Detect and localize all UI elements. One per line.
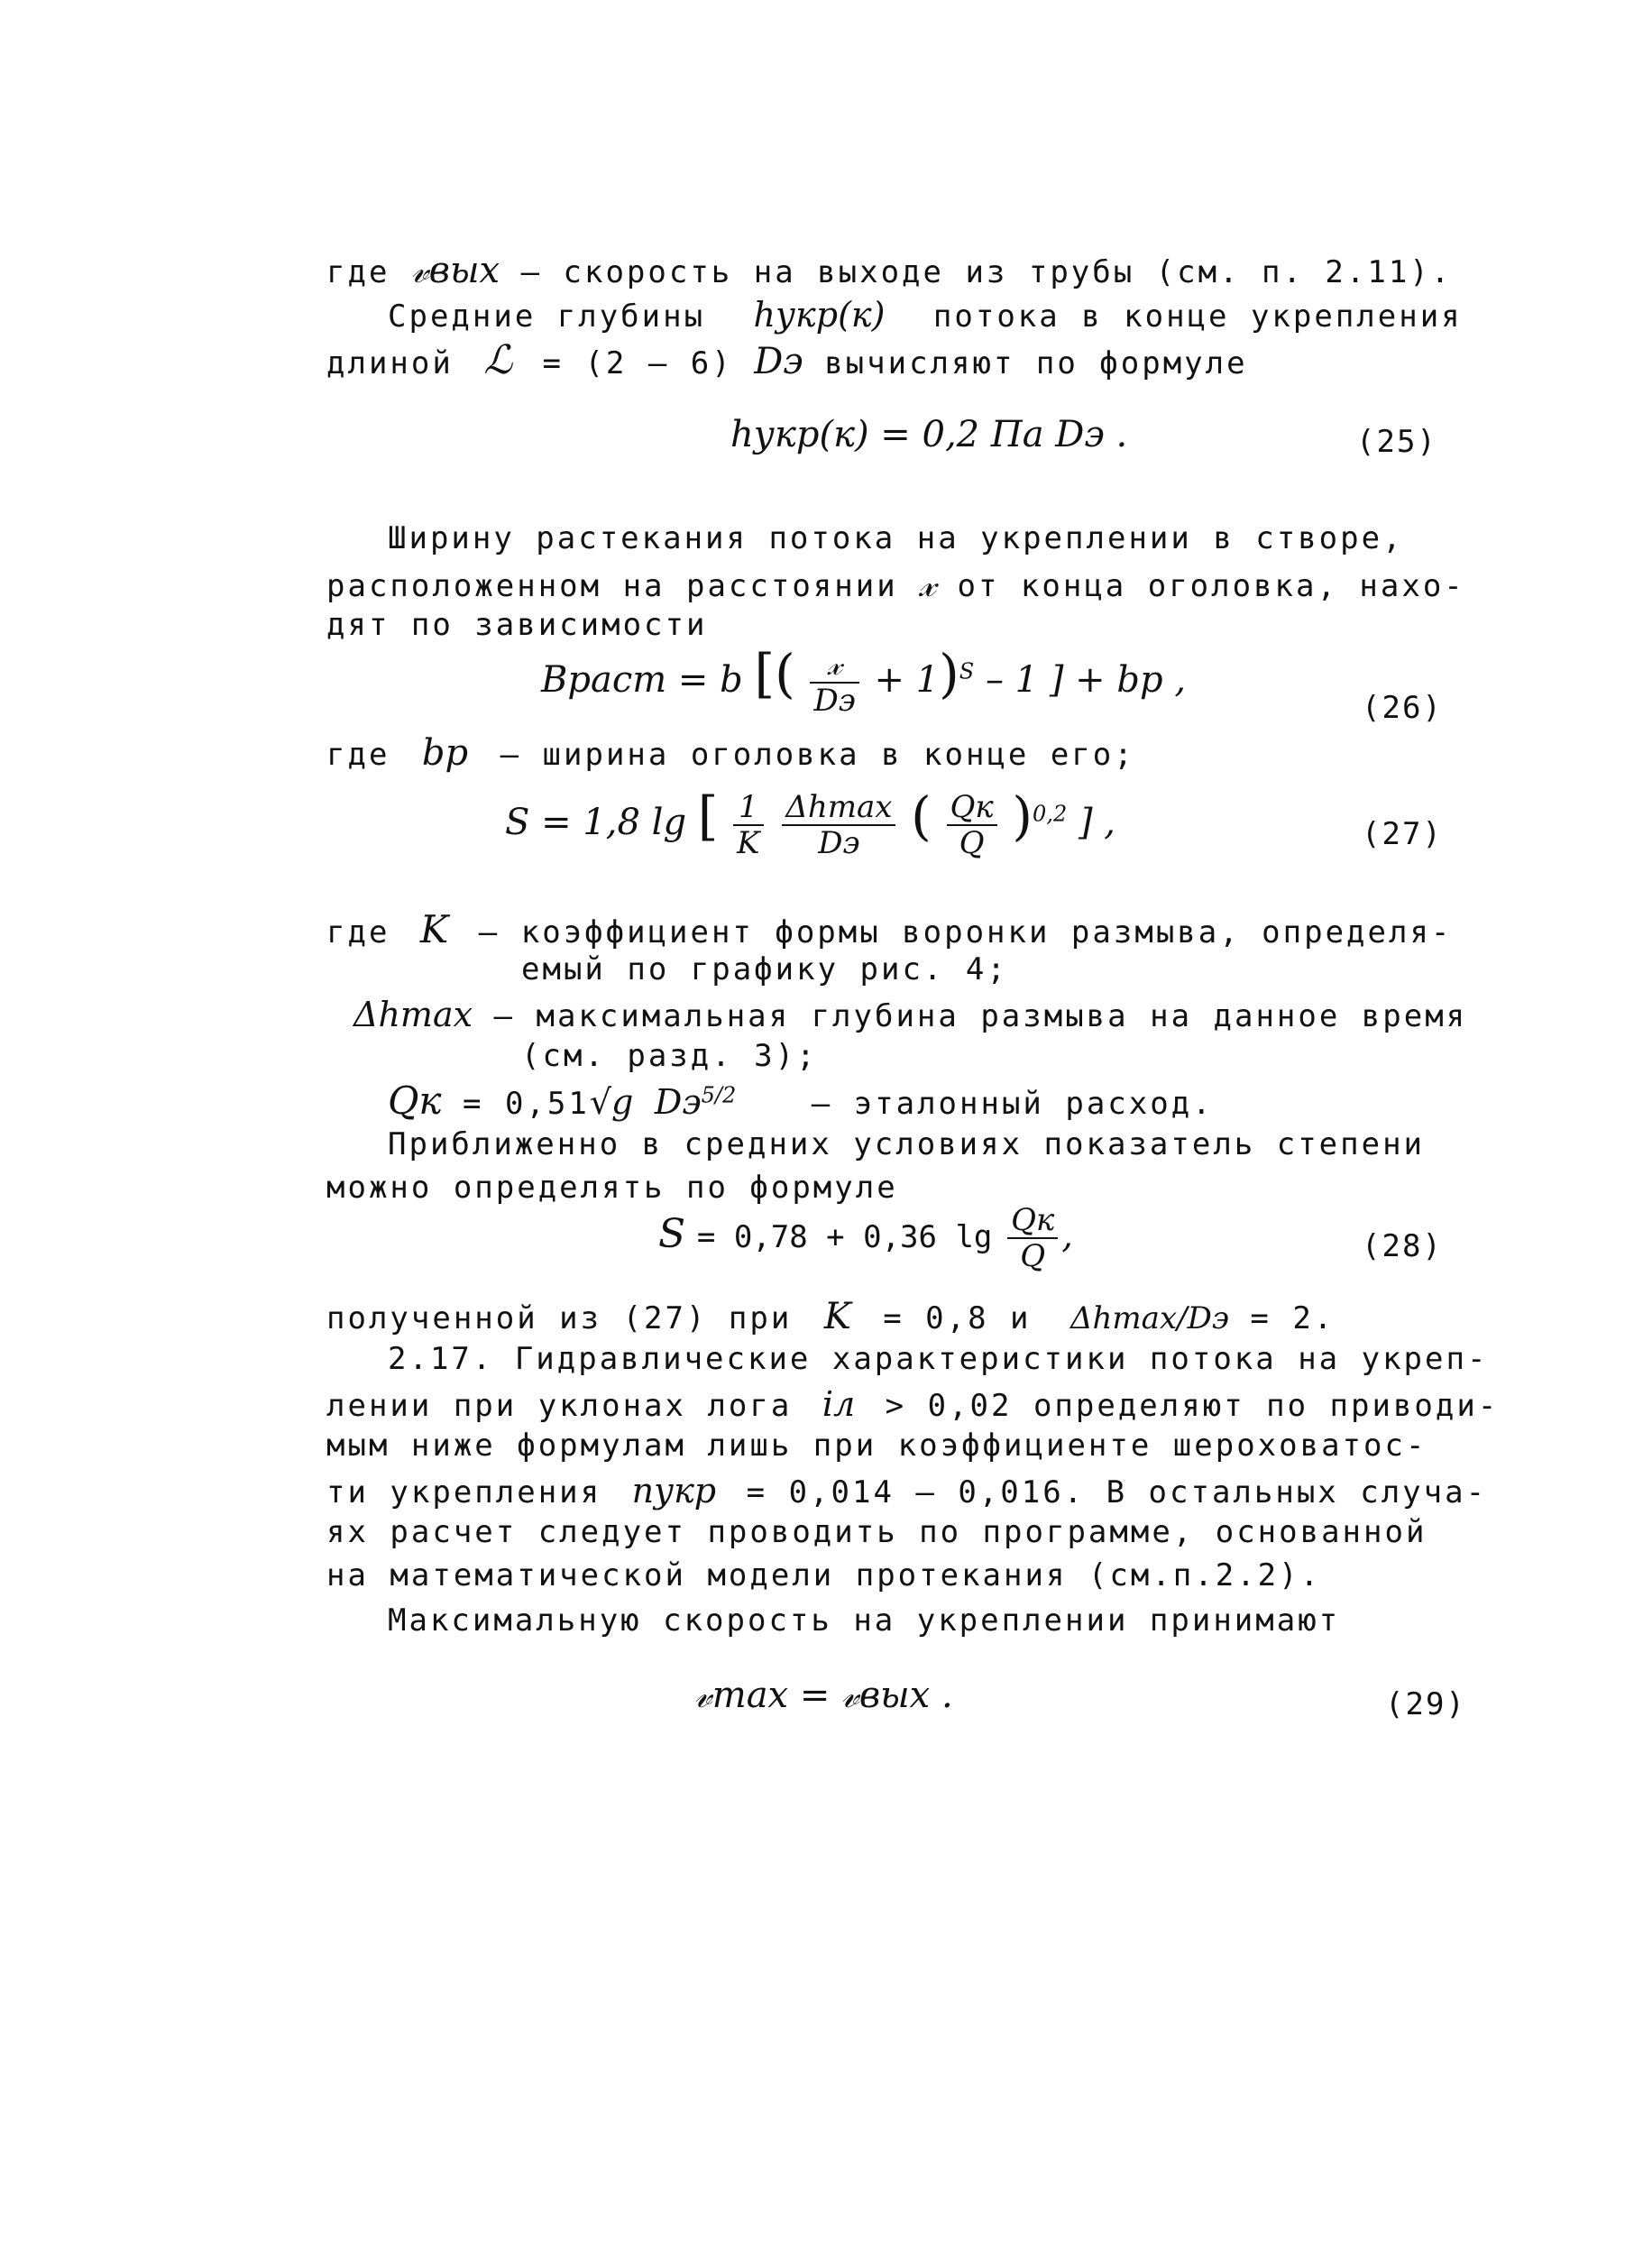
text: дят по зависимости [326,607,708,643]
eq-tail: – 1 ] + bр , [985,659,1187,701]
text-line [521,1038,818,1074]
symbol-x: 𝓍 [919,564,937,605]
symbol-v-out: 𝓋вых [410,250,500,291]
text-line [388,1079,1214,1123]
symbol-D: Dэ [654,1082,702,1122]
text: – максимальная глубина размыва на данное время [493,998,1468,1034]
exponent: S [959,658,975,684]
text: – эталонный расход. [811,1086,1214,1122]
denominator: K [737,825,760,861]
denominator: Dэ [818,825,860,861]
symbol-L: ℒ [483,337,513,383]
text: Приближенно в средних условиях показатель степени [388,1126,1426,1162]
text-line [388,1602,1341,1639]
symbol-il: iл [822,1384,856,1424]
equation-number: (28) [1362,1228,1443,1264]
text-line [326,564,1465,605]
text-line [521,951,1008,987]
equation-29 [694,1675,953,1716]
text: где [326,254,390,290]
text-line [326,1514,1427,1550]
numerator: Δhmax [782,792,895,826]
symbol-K: K [419,907,449,951]
symbol-h: hукр(к) [753,295,886,335]
numerator: Qк [1007,1205,1058,1239]
denominator: Q [1020,1238,1046,1274]
symbol-Qk: Qк [388,1079,442,1123]
exponent: 5/2 [701,1082,737,1108]
text: = 0,014 – 0,016. В остальных случа- [746,1474,1488,1510]
text-line [326,1428,1427,1464]
text-line-3 [326,337,1248,383]
text: Ширину растекания потока на укреплении в створе, [388,520,1404,556]
text: – скорость на выходе из трубы (см. п. 2.11). [520,254,1453,290]
text: можно определять по формуле [326,1170,898,1206]
text-line [388,520,1404,556]
eq-lhs: 𝓋max [694,1675,789,1716]
fraction [782,789,895,861]
equation-number: (27) [1362,816,1443,852]
equation-number: (25) [1356,424,1437,460]
text: расположенном на расстоянии [326,568,898,604]
text-line: полученной из (27) при K = 0,8 и Δhmax/Dэ = 2. [326,1296,1336,1337]
text: вычисляют по формуле [824,345,1248,381]
text: длиной [326,345,454,381]
eq-lhs: S [658,1211,686,1257]
text: 2.17. Гидравлические характеристики потока на укреп- [388,1341,1489,1377]
eq-lhs: Bраст = b [541,659,743,701]
text-line [326,732,1135,774]
exponent: 0,2 [1033,801,1068,827]
ratio-num: Δhmax [1069,1300,1178,1336]
text-line [326,907,1453,951]
text: на математической модели протекания (см.п.2.2). [326,1557,1322,1593]
symbol-n: nукр [631,1471,717,1510]
text: где [326,737,390,773]
text: – ширина оголовка в конце его; [500,737,1135,773]
eq-lhs: hукр(к) [730,414,869,455]
text: лении при уклонах лога [326,1388,793,1424]
text-line [326,1384,1500,1424]
text-line [326,607,708,643]
fraction [947,789,997,861]
ratio-den: Dэ [1187,1300,1229,1336]
eq-rhs: = 𝓋вых . [799,1675,953,1716]
text: – коэффициент формы воронки размыва, определя- [478,914,1453,950]
symbol-K: K [823,1296,851,1337]
eq-tail: ] , [1078,802,1115,843]
text-line [353,997,1467,1032]
denominator: Q [959,825,985,861]
text: = 2. [1250,1300,1336,1336]
text: > 0,02 определяют по приводи- [885,1388,1500,1424]
fraction [733,789,763,861]
text-line [326,1471,1488,1510]
eq-part: + 1 [874,659,940,701]
equation-number: (29) [1385,1686,1466,1722]
eq-rhs: = 0,78 + 0,36 lg [696,1219,993,1255]
text: = 0,8 и [883,1300,1032,1336]
text-line-2 [388,295,1463,335]
text: полученной из (27) при [326,1300,793,1336]
text: ях расчет следует проводить по программе, основанной [326,1514,1427,1550]
text: потока в конце укрепления [932,298,1463,335]
fraction [810,647,858,719]
text: = 0,51 [463,1086,590,1122]
text: мым ниже формулам лишь при коэффициенте шероховатос- [326,1428,1427,1464]
text-line [388,1126,1426,1162]
text: (см. разд. 3); [521,1038,818,1074]
text-line-1 [326,250,1453,291]
text: от конца оголовка, нахо- [957,568,1465,604]
equation-25 [730,414,1128,455]
equation-26: Bраст = b [( $\frac{\text{𝓍}}{Dэ}$ + 1)$^S$ – 1 ] + bр , [541,643,1187,719]
numerator: Qк [947,792,997,826]
text: где [326,914,390,950]
eq-rhs: = 0,2 Па Dэ . [880,414,1128,455]
eq-lhs: S = 1,8 lg [505,802,687,843]
symbol-dh: Δhmax [353,995,473,1034]
root: √g [589,1082,634,1122]
text: = (2 – 6) [542,345,733,381]
text: ти укрепления [326,1474,602,1510]
text-line [326,1557,1322,1593]
equation-27: S = 1,8 lg [ $\frac{1}{K}$ $\frac{\Delta hmax}{Dэ}$ ( $\frac{Qк}{Q}$ )$^{0,2}$ ] , [505,785,1115,861]
fraction [1007,1202,1058,1274]
symbol-bp: bр [421,732,469,774]
symbol-D: Dэ [754,341,803,382]
equation-number: (26) [1362,690,1443,726]
equation-28: S = 0,78 + 0,36 lg $\frac{Qк}{Q}$ , [658,1202,1074,1274]
text-line [388,1341,1489,1377]
text: Средние глубины [388,298,706,335]
numerator: 𝓍 [810,649,858,684]
text: Максимальную скорость на укреплении принимают [388,1602,1341,1639]
numerator: 1 [733,792,763,826]
text: емый по графику рис. 4; [521,951,1008,987]
text-line [326,1170,898,1206]
denominator: Dэ [813,683,856,719]
